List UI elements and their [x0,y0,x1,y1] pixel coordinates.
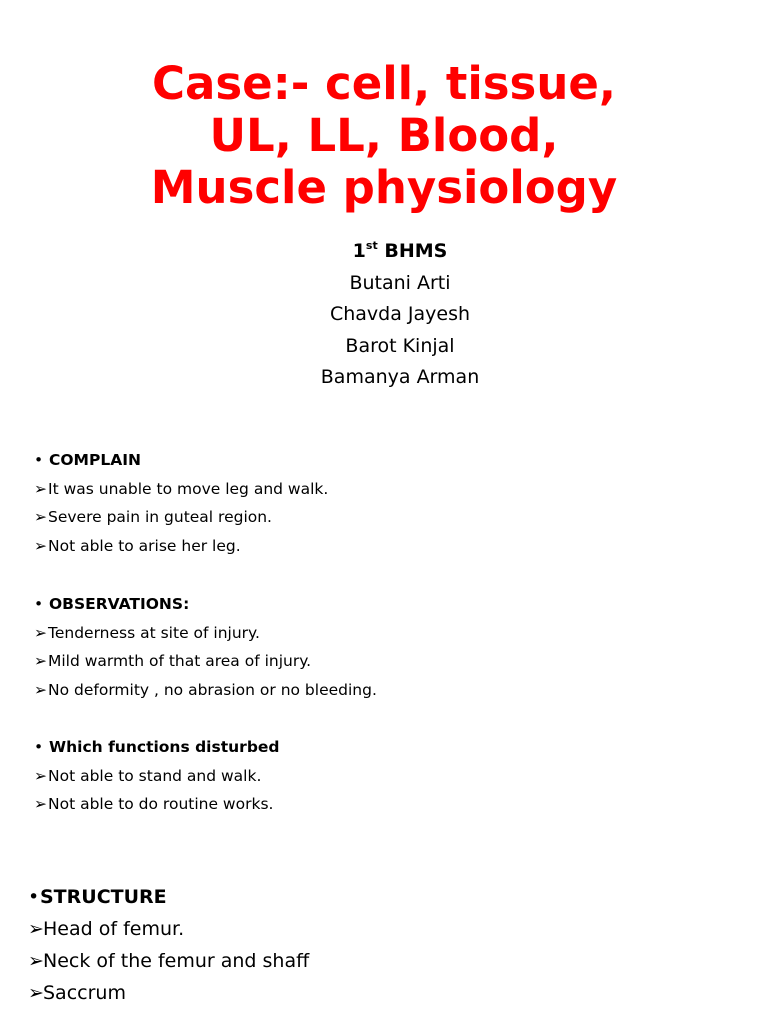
section-functions-disturbed [34,733,280,819]
bullet-icon: • [34,595,44,613]
list-item-text: Tenderness at site of injury. [48,623,260,642]
arrow-bullet-icon: ➢ [34,795,47,813]
section-heading-text: OBSERVATIONS: [49,595,190,613]
section-structure [28,881,309,1009]
year-suffix: st [365,238,378,252]
arrow-bullet-icon: ➢ [34,536,47,555]
arrow-bullet-icon: ➢ [28,982,44,1004]
list-item-text: Head of femur. [43,918,185,940]
arrow-bullet-icon: ➢ [34,508,47,526]
arrow-bullet-icon: ➢ [34,479,47,498]
list-item-text: Severe pain in guteal region. [48,508,272,526]
arrow-bullet-icon: ➢ [34,680,47,699]
author-block [200,236,600,394]
list-item-text: No deformity , no abrasion or no bleeding. [48,680,377,699]
list-item [34,790,280,819]
list-item-text: Not able to do routine works. [48,795,274,813]
section-complain [34,446,328,560]
author-name: Bamanya Arman [320,366,480,388]
list-item-text: Saccrum [43,982,126,1004]
bullet-icon: • [34,451,44,469]
course-year [200,236,600,268]
author-name: Chavda Jayesh [329,303,471,325]
arrow-bullet-icon: ➢ [34,652,47,670]
year-number: 1 [352,240,366,262]
title-line-3: Muscle physiology [150,161,618,214]
title-line-1: Case:- cell, tissue, [152,57,616,110]
arrow-bullet-icon: ➢ [34,623,47,642]
bullet-icon: • [34,738,44,756]
list-item [34,475,328,504]
list-item [34,619,377,648]
section-heading [34,446,328,475]
arrow-bullet-icon: ➢ [34,766,47,785]
list-item-text: It was unable to move leg and walk. [48,479,329,498]
section-heading-text: Which functions disturbed [49,738,280,756]
course-name: BHMS [377,240,448,262]
list-item-text: Not able to stand and walk. [48,766,262,785]
list-item-text: Not able to arise her leg. [48,536,241,555]
section-heading-text: STRUCTURE [40,886,167,908]
list-item [34,676,377,705]
section-heading [28,881,309,913]
title-line-2: UL, LL, Blood, [209,109,559,162]
list-item-text: Neck of the femur and shaff [43,950,310,972]
slide-title [0,58,768,214]
section-heading-text: COMPLAIN [49,451,141,469]
section-heading [34,590,377,619]
list-item [34,647,377,676]
list-item-text: Mild warmth of that area of injury. [48,652,312,670]
list-item [34,503,328,532]
arrow-bullet-icon: ➢ [28,950,44,972]
bullet-icon: • [28,886,40,908]
list-item [34,532,328,561]
arrow-bullet-icon: ➢ [28,918,44,940]
list-item [28,977,309,1009]
list-item [34,762,280,791]
section-heading [34,733,280,762]
list-item [28,945,309,977]
list-item [28,913,309,945]
author-name: Barot Kinjal [345,334,455,357]
section-observations [34,590,377,704]
author-name: Butani Arti [349,271,451,294]
